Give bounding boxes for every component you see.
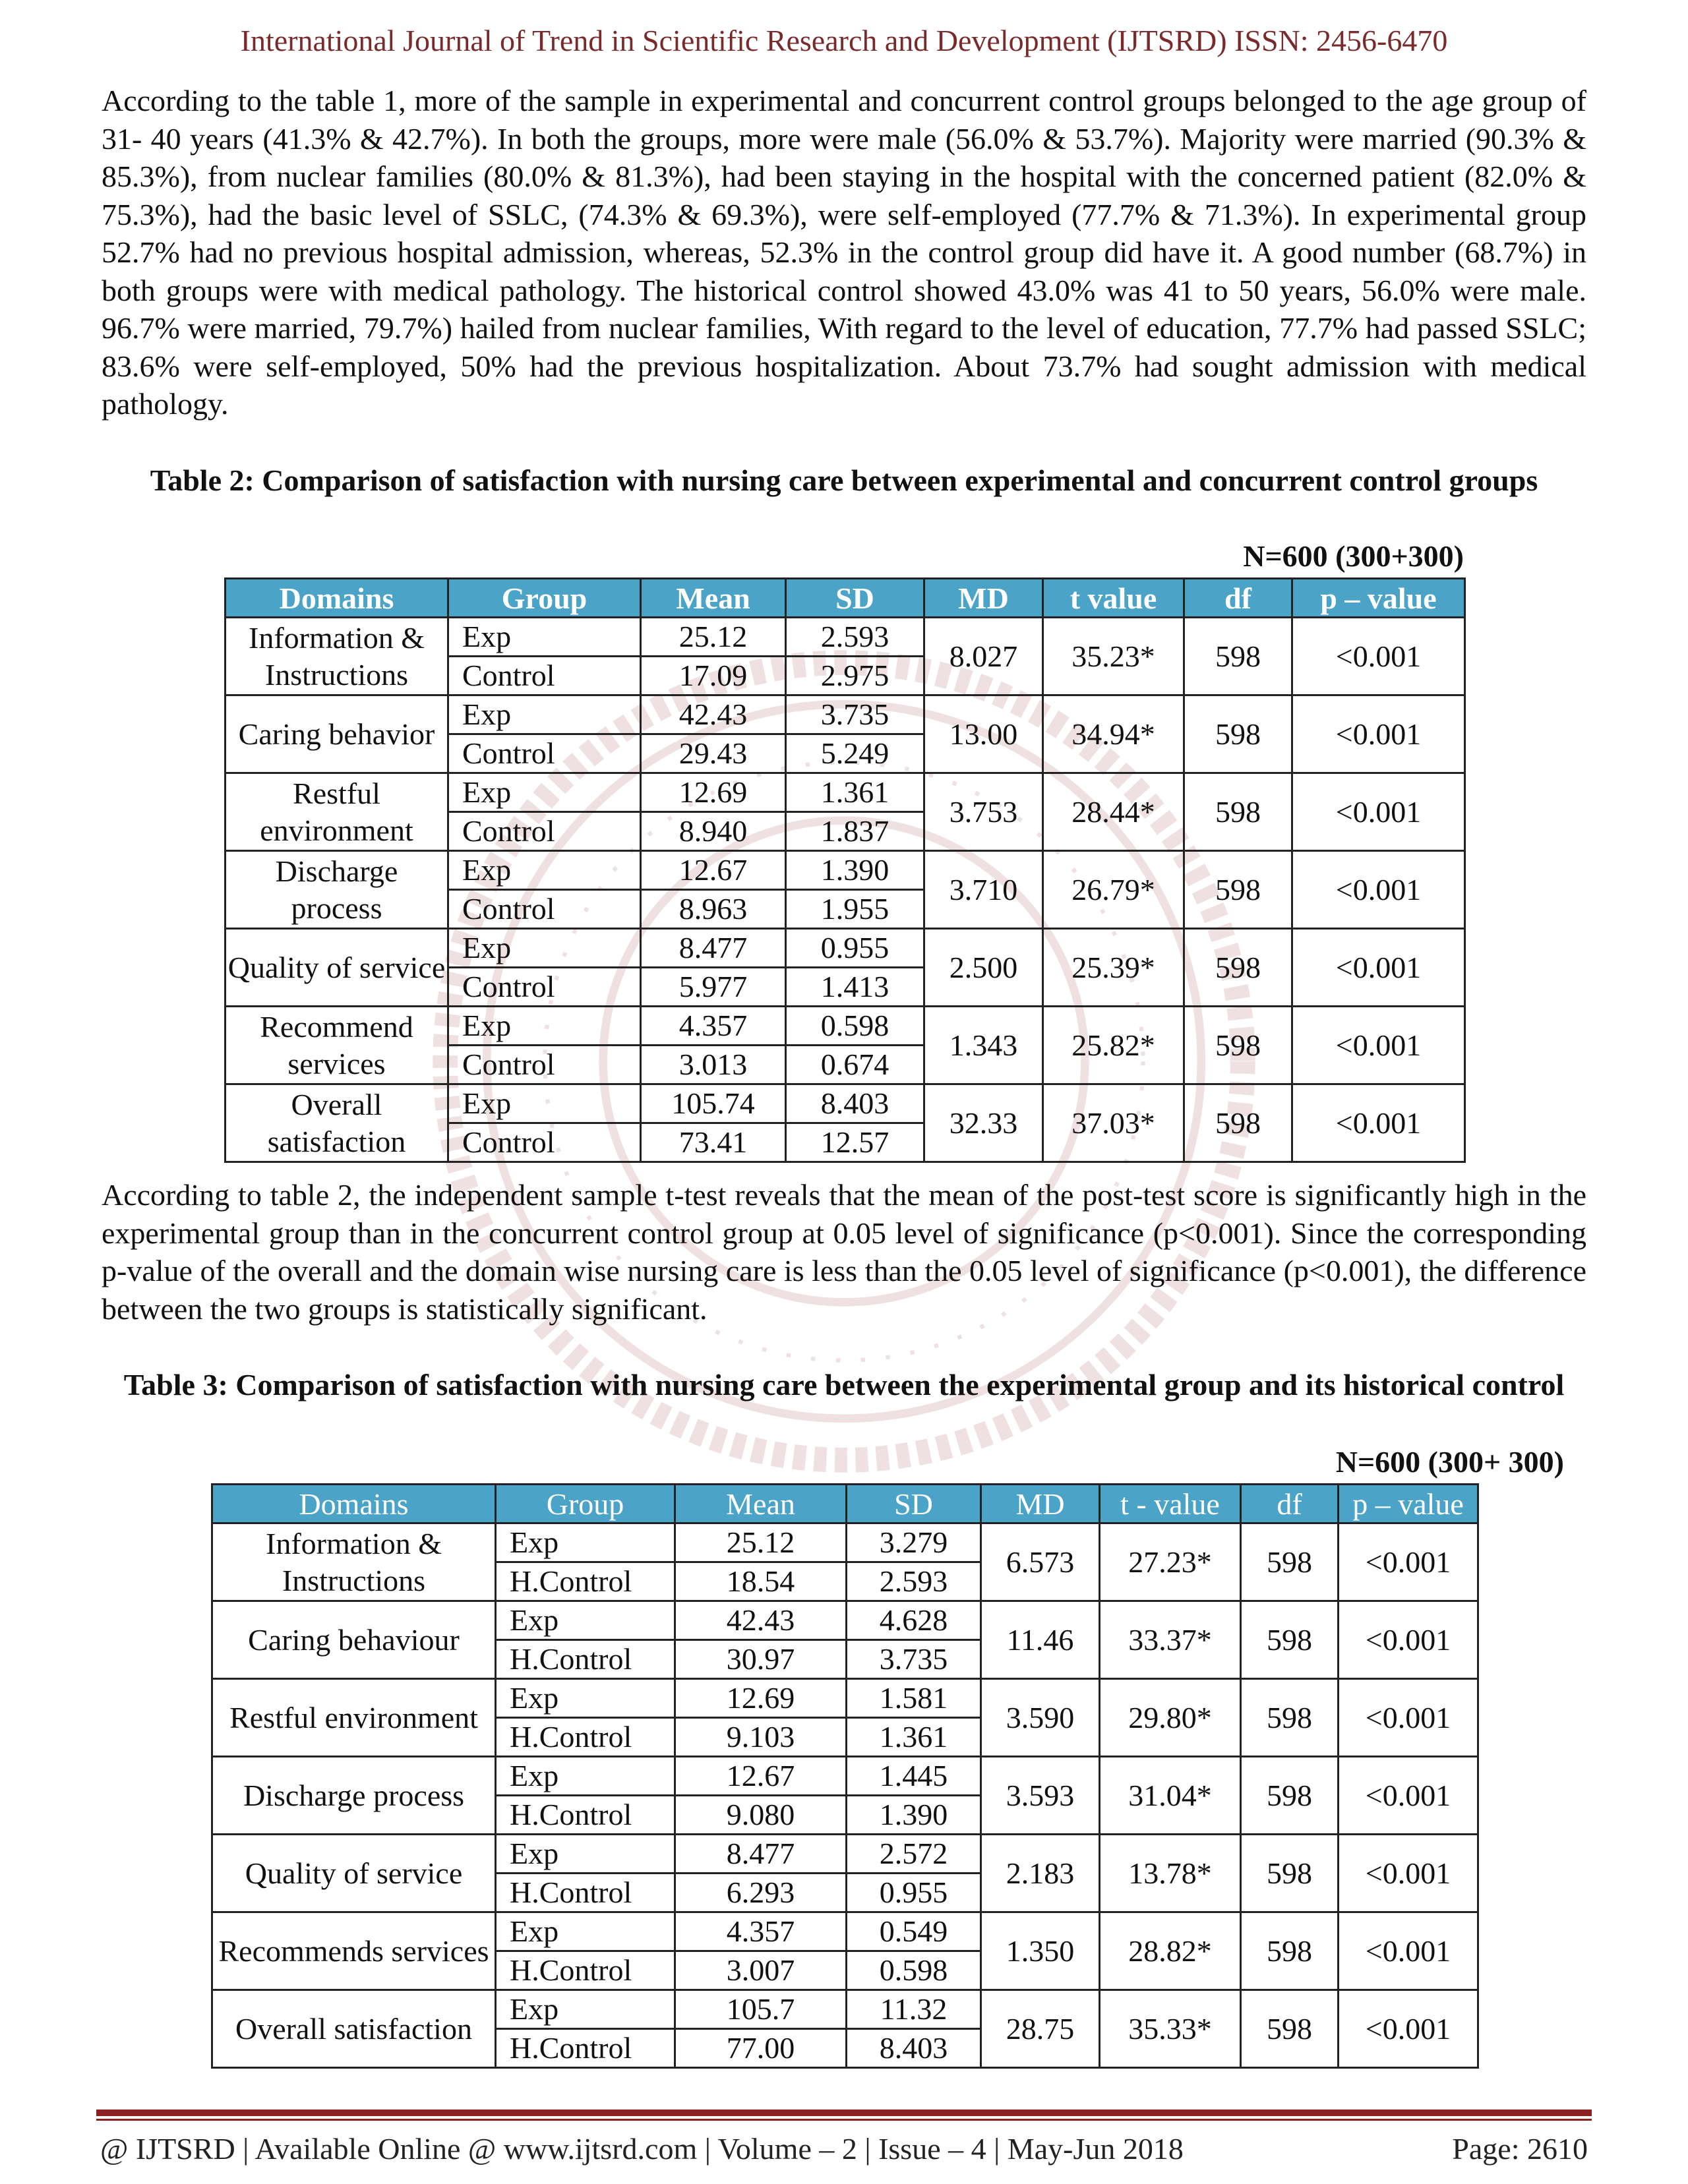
mean-cell: 4.357 [641,1007,786,1046]
table-row [226,851,1465,890]
sd-cell: 1.361 [847,1718,981,1757]
df-cell: 598 [1184,773,1292,851]
mean-cell: 25.12 [675,1523,847,1562]
t-value-cell: 26.79* [1043,851,1184,929]
group-cell: Control [448,968,641,1007]
table-row [226,1007,1465,1046]
md-cell: 1.350 [981,1912,1100,1990]
group-cell: H.Control [496,1951,675,1990]
md-cell: 2.500 [924,929,1043,1007]
mean-cell: 12.69 [675,1679,847,1718]
sd-cell: 1.390 [847,1796,981,1835]
domain-cell: Information & Instructions [226,618,448,695]
table2-header-cell: Domains [226,579,448,618]
sd-cell: 1.445 [847,1757,981,1796]
group-cell: H.Control [496,1718,675,1757]
mean-cell: 3.007 [675,1951,847,1990]
df-cell: 598 [1184,851,1292,929]
p-value-cell: <0.001 [1292,929,1465,1007]
df-cell: 598 [1241,1523,1339,1601]
table-row [226,773,1465,812]
p-value-cell: <0.001 [1339,1601,1478,1679]
t-value-cell: 33.37* [1100,1601,1241,1679]
table3-header-cell: Group [496,1485,675,1523]
mean-cell: 12.67 [641,851,786,890]
table2 [224,577,1466,1163]
journal-header: International Journal of Trend in Scientific Research and Development (IJTSRD) ISSN: 2456-6470 [240,24,1448,57]
md-cell: 8.027 [924,618,1043,695]
mean-cell: 5.977 [641,968,786,1007]
t-value-cell: 28.44* [1043,773,1184,851]
paragraph-table2-summary: According to table 2, the independent sample t-test reveals that the mean of the post-test score is significantly high in the experimental group than in the concurrent control group at 0.05 level of significance (p<0.001). Since the corresponding p-value of the overall and the domain wise nursing care is less than the 0.05 level of significance (p<0.001), the difference between the two groups is statistically significant. [102,1178,1586,1326]
table3-header-cell: t - value [1100,1485,1241,1523]
group-cell: Exp [448,618,641,657]
sd-cell: 0.598 [786,1007,924,1046]
t-value-cell: 28.82* [1100,1912,1241,1990]
domain-cell: Caring behavior [226,695,448,773]
table3 [211,1483,1479,2069]
table-row [212,1835,1478,1874]
domain-cell: Quality of service [226,929,448,1007]
table2-sample-size: N=600 (300+300) [1243,539,1464,573]
md-cell: 3.590 [981,1679,1100,1757]
mean-cell: 42.43 [641,695,786,734]
table3-header-cell: Mean [675,1485,847,1523]
group-cell: Exp [496,1679,675,1718]
t-value-cell: 34.94* [1043,695,1184,773]
sd-cell: 1.837 [786,812,924,851]
mean-cell: 12.67 [675,1757,847,1796]
group-cell: Exp [448,695,641,734]
footer-rule-thin [96,2119,1592,2121]
t-value-cell: 25.39* [1043,929,1184,1007]
group-cell: Exp [448,1007,641,1046]
t-value-cell: 13.78* [1100,1835,1241,1912]
sd-cell: 0.955 [786,929,924,968]
t-value-cell: 35.33* [1100,1990,1241,2068]
group-cell: Exp [496,1835,675,1874]
p-value-cell: <0.001 [1292,618,1465,695]
mean-cell: 18.54 [675,1562,847,1601]
df-cell: 598 [1241,1990,1339,2068]
mean-cell: 17.09 [641,657,786,695]
table-row [226,618,1465,657]
table3-header-row [212,1485,1478,1523]
t-value-cell: 31.04* [1100,1757,1241,1835]
group-cell: Exp [448,929,641,968]
md-cell: 11.46 [981,1601,1100,1679]
md-cell: 2.183 [981,1835,1100,1912]
t-value-cell: 35.23* [1043,618,1184,695]
p-value-cell: <0.001 [1339,1835,1478,1912]
page-footer [100,2129,1588,2169]
md-cell: 13.00 [924,695,1043,773]
group-cell: Control [448,1046,641,1084]
sd-cell: 2.572 [847,1835,981,1874]
sd-cell: 3.735 [786,695,924,734]
mean-cell: 6.293 [675,1874,847,1912]
sd-cell: 3.735 [847,1640,981,1679]
df-cell: 598 [1184,1007,1292,1084]
md-cell: 3.753 [924,773,1043,851]
table3-header-cell: df [1241,1485,1339,1523]
mean-cell: 9.103 [675,1718,847,1757]
table-row [226,1084,1465,1123]
sd-cell: 2.593 [786,618,924,657]
sd-cell: 3.279 [847,1523,981,1562]
mean-cell: 3.013 [641,1046,786,1084]
p-value-cell: <0.001 [1292,695,1465,773]
group-cell: Exp [496,1757,675,1796]
table-row [212,1912,1478,1951]
md-cell: 1.343 [924,1007,1043,1084]
group-cell: Exp [496,1601,675,1640]
mean-cell: 8.477 [675,1835,847,1874]
group-cell: Exp [448,851,641,890]
table2-header-cell: MD [924,579,1043,618]
table-row [212,1757,1478,1796]
df-cell: 598 [1184,1084,1292,1162]
sd-cell: 1.390 [786,851,924,890]
table-row [212,1601,1478,1640]
p-value-cell: <0.001 [1339,1912,1478,1990]
table2-header-row [226,579,1465,618]
group-cell: H.Control [496,1874,675,1912]
table3-header-cell: MD [981,1485,1100,1523]
table2-header-cell: t value [1043,579,1184,618]
mean-cell: 73.41 [641,1123,786,1162]
mean-cell: 105.7 [675,1990,847,2029]
table2-header-cell: p – value [1292,579,1465,618]
sd-cell: 11.32 [847,1990,981,2029]
group-cell: H.Control [496,2029,675,2068]
sd-cell: 2.975 [786,657,924,695]
md-cell: 28.75 [981,1990,1100,2068]
domain-cell: Information & Instructions [212,1523,496,1601]
df-cell: 598 [1241,1601,1339,1679]
paragraph-table1-summary: According to the table 1, more of the sample in experimental and concurrent control groups belonged to the age group of 31- 40 years (41.3% & 42.7%). In both the groups, more were male (56.0% & 53.7%). Majority were married (90.3% & 85.3%), from nuclear families (80.0% & 81.3%), had been staying in the hospital with the concerned patient (82.0% & 75.3%), had the basic level of SSLC, (74.3% & 69.3%), were self-employed (77.7% & 71.3%). In experimental group 52.7% had no previous hospital admission, whereas, 52.3% in the control group did have it. A good number (68.7%) in both groups were with medical pathology. The historical control showed 43.0% was 41 to 50 years, 56.0% were male. 96.7% were married, 79.7%) hailed from nuclear families, With regard to the level of education, 77.7% had passed SSLC; 83.6% were self-employed, 50% had the previous hospitalization. About 73.7% had sought admission with medical pathology. [102,84,1586,421]
group-cell: Control [448,734,641,773]
group-cell: Exp [496,1523,675,1562]
table3-caption: Table 3: Comparison of satisfaction with nursing care between the experimental group and its historical control [123,1368,1565,1402]
mean-cell: 42.43 [675,1601,847,1640]
sd-cell: 0.955 [847,1874,981,1912]
table3-header-cell: SD [847,1485,981,1523]
df-cell: 598 [1184,618,1292,695]
group-cell: Exp [448,1084,641,1123]
mean-cell: 8.477 [641,929,786,968]
sd-cell: 0.598 [847,1951,981,1990]
group-cell: Exp [496,1912,675,1951]
group-cell: Control [448,812,641,851]
t-value-cell: 37.03* [1043,1084,1184,1162]
table-row [226,695,1465,734]
table3-sample-size: N=600 (300+ 300) [1335,1445,1564,1479]
p-value-cell: <0.001 [1292,851,1465,929]
sd-cell: 8.403 [847,2029,981,2068]
p-value-cell: <0.001 [1339,1523,1478,1601]
mean-cell: 4.357 [675,1912,847,1951]
domain-cell: Restful environment [212,1679,496,1757]
sd-cell: 1.361 [786,773,924,812]
group-cell: H.Control [496,1796,675,1835]
mean-cell: 8.940 [641,812,786,851]
sd-cell: 4.628 [847,1601,981,1640]
footer-publication-info: @ IJTSRD | Available Online @ www.ijtsrd.com | Volume – 2 | Issue – 4 | May-Jun 2018 [100,2132,1184,2166]
sd-cell: 0.549 [847,1912,981,1951]
mean-cell: 8.963 [641,890,786,929]
domain-cell: Restful environment [226,773,448,851]
group-cell: Control [448,657,641,695]
domain-cell: Discharge process [212,1757,496,1835]
table-row [212,1990,1478,2029]
md-cell: 6.573 [981,1523,1100,1601]
sd-cell: 1.581 [847,1679,981,1718]
md-cell: 32.33 [924,1084,1043,1162]
sd-cell: 2.593 [847,1562,981,1601]
md-cell: 3.593 [981,1757,1100,1835]
table-row [212,1523,1478,1562]
domain-cell: Overall satisfaction [212,1990,496,2068]
df-cell: 598 [1184,929,1292,1007]
mean-cell: 12.69 [641,773,786,812]
p-value-cell: <0.001 [1339,1990,1478,2068]
sd-cell: 0.674 [786,1046,924,1084]
table2-header-cell: SD [786,579,924,618]
df-cell: 598 [1241,1757,1339,1835]
p-value-cell: <0.001 [1339,1757,1478,1835]
df-cell: 598 [1241,1912,1339,1990]
footer-page-number: Page: 2610 [1452,2132,1588,2166]
md-cell: 3.710 [924,851,1043,929]
domain-cell: Recommends services [212,1912,496,1990]
t-value-cell: 27.23* [1100,1523,1241,1601]
domain-cell: Discharge process [226,851,448,929]
p-value-cell: <0.001 [1292,1007,1465,1084]
mean-cell: 9.080 [675,1796,847,1835]
mean-cell: 77.00 [675,2029,847,2068]
mean-cell: 29.43 [641,734,786,773]
table3-header-cell: p – value [1339,1485,1478,1523]
p-value-cell: <0.001 [1292,773,1465,851]
table2-caption: Table 2: Comparison of satisfaction with nursing care between experimental and concurrent control groups [150,463,1538,497]
group-cell: H.Control [496,1562,675,1601]
table-row [212,1679,1478,1718]
table2-header-cell: Mean [641,579,786,618]
group-cell: Control [448,1123,641,1162]
domain-cell: Caring behaviour [212,1601,496,1679]
p-value-cell: <0.001 [1339,1679,1478,1757]
mean-cell: 30.97 [675,1640,847,1679]
sd-cell: 5.249 [786,734,924,773]
group-cell: Exp [448,773,641,812]
table-row [226,929,1465,968]
t-value-cell: 29.80* [1100,1679,1241,1757]
sd-cell: 1.955 [786,890,924,929]
group-cell: H.Control [496,1640,675,1679]
mean-cell: 25.12 [641,618,786,657]
p-value-cell: <0.001 [1292,1084,1465,1162]
sd-cell: 8.403 [786,1084,924,1123]
sd-cell: 1.413 [786,968,924,1007]
df-cell: 598 [1184,695,1292,773]
df-cell: 598 [1241,1835,1339,1912]
footer-rule-thick [96,2110,1592,2116]
group-cell: Exp [496,1990,675,2029]
table2-header-cell: Group [448,579,641,618]
mean-cell: 105.74 [641,1084,786,1123]
t-value-cell: 25.82* [1043,1007,1184,1084]
sd-cell: 12.57 [786,1123,924,1162]
df-cell: 598 [1241,1679,1339,1757]
domain-cell: Overall satisfaction [226,1084,448,1162]
table2-header-cell: df [1184,579,1292,618]
group-cell: Control [448,890,641,929]
domain-cell: Quality of service [212,1835,496,1912]
domain-cell: Recommend services [226,1007,448,1084]
table3-header-cell: Domains [212,1485,496,1523]
